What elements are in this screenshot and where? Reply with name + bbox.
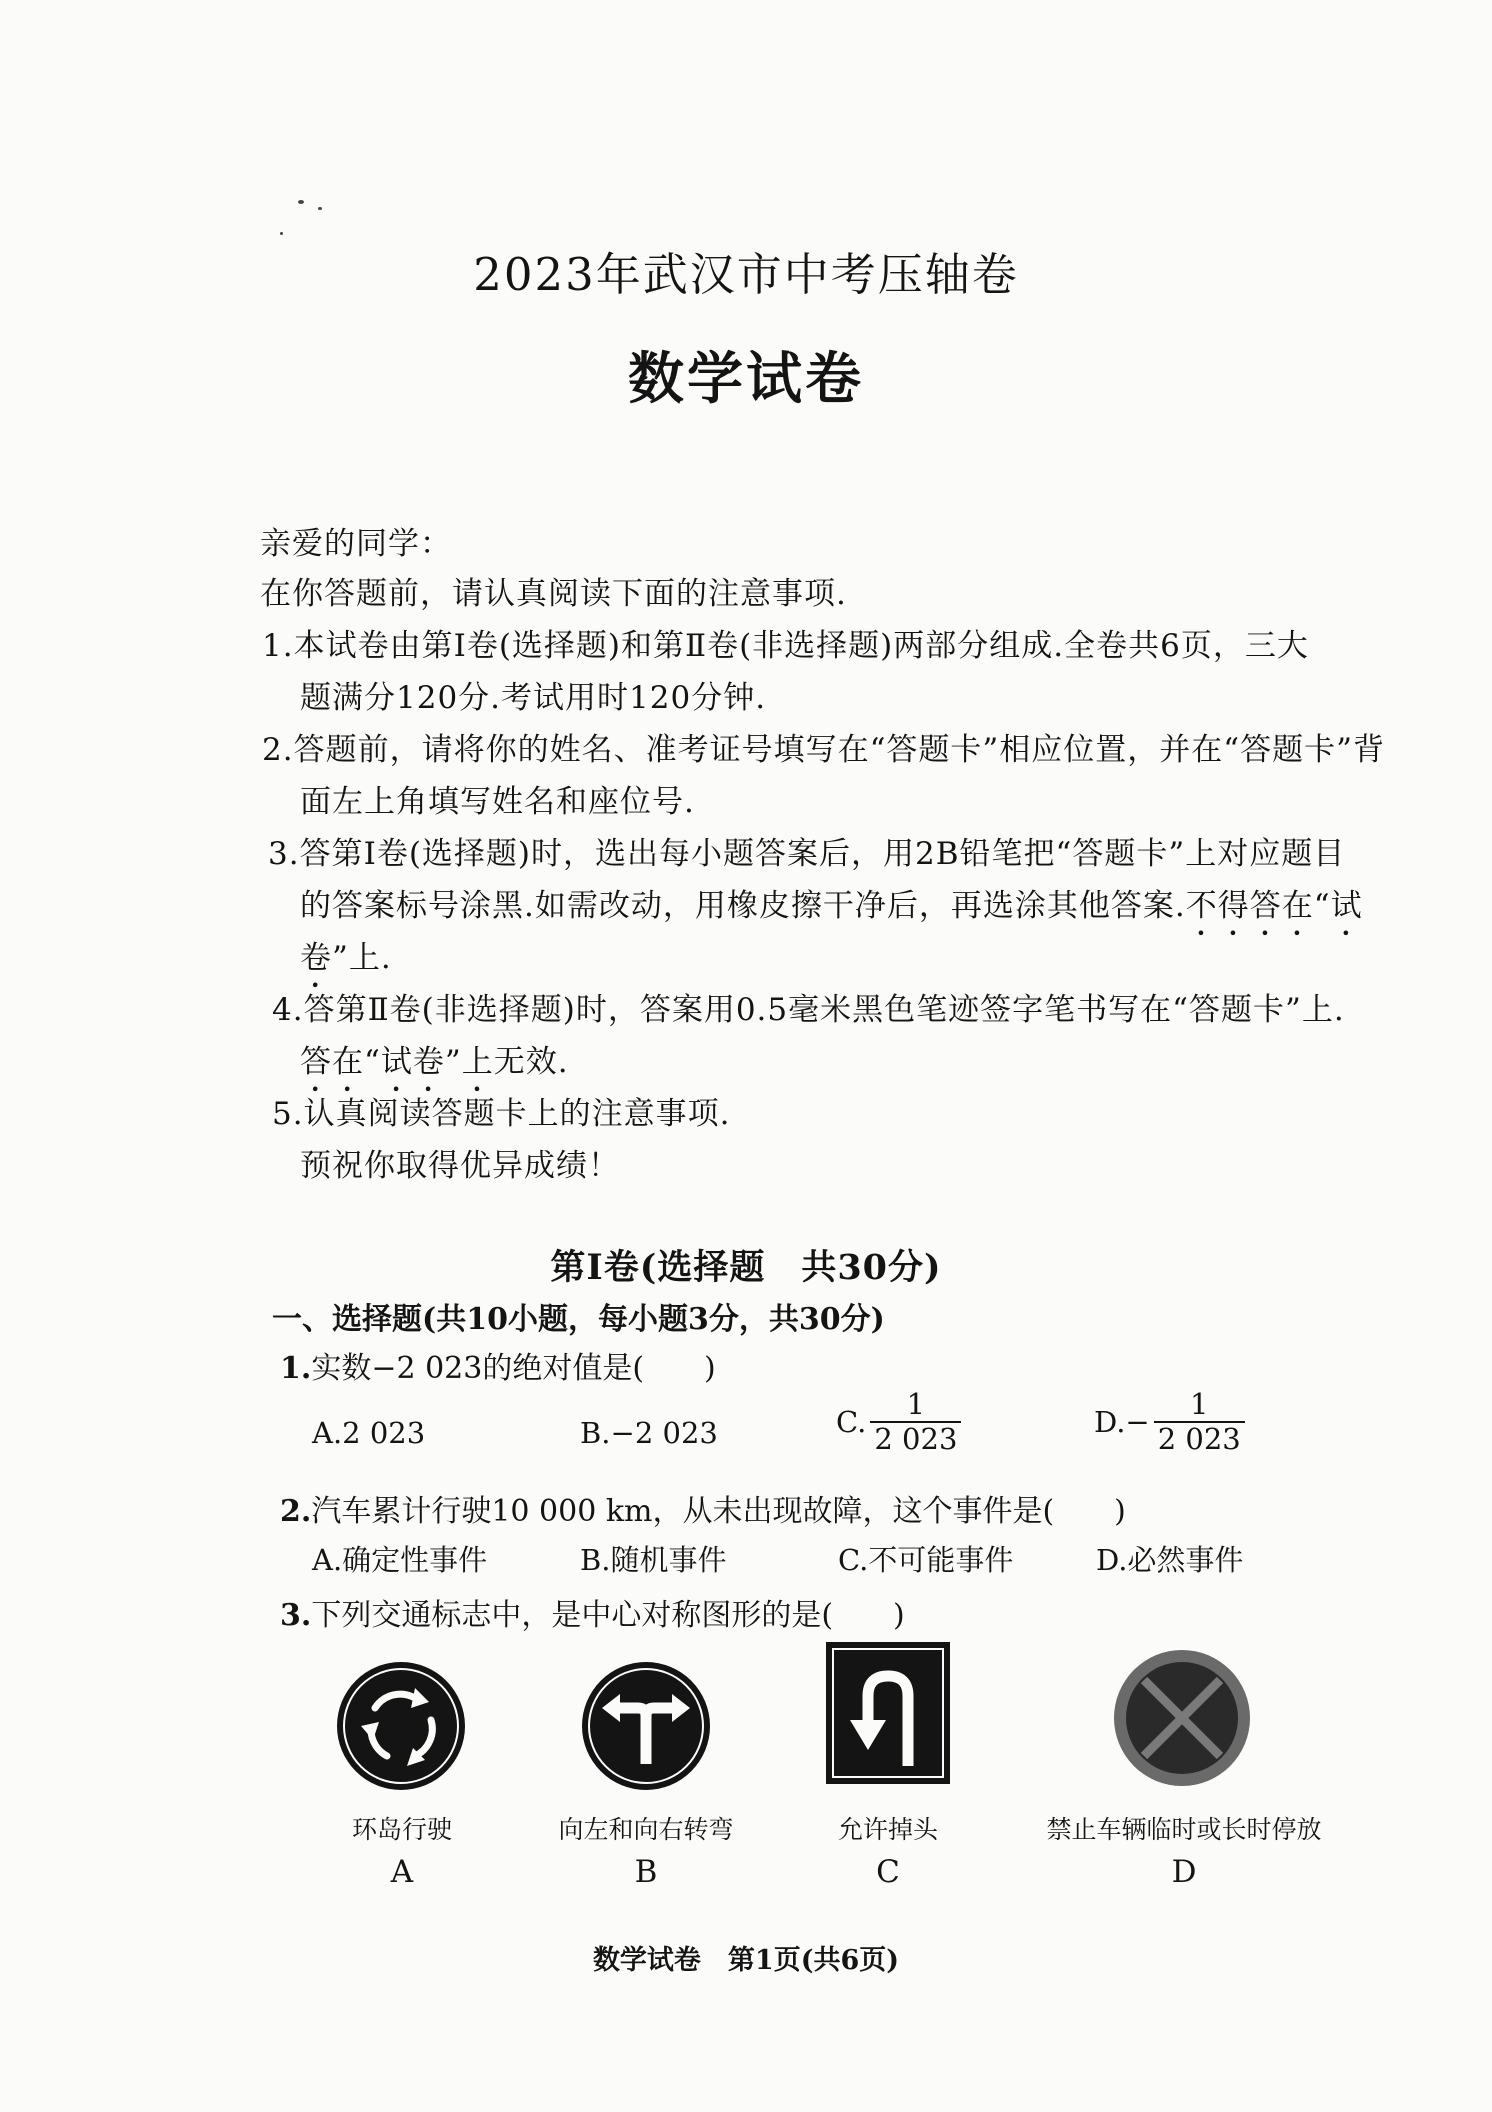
fraction-numerator: 1 [906, 1387, 926, 1421]
question-1-option-c-prefix: C. [836, 1405, 867, 1440]
question-2 [280, 1486, 1126, 1530]
question-2-option-c: C.不可能事件 [838, 1543, 1014, 1577]
question-2-number: 2. [280, 1494, 312, 1529]
roundabout-sign-icon [335, 1660, 467, 1792]
sign-d-letter: D [1171, 1854, 1197, 1890]
scan-speck [298, 200, 304, 204]
question-1-option-c-fraction [870, 1388, 961, 1457]
sign-a-letter: A [390, 1854, 414, 1890]
notice-item-1-line-2: 题满分120分.考试用时120分钟. [300, 680, 767, 716]
question-2-stem: 汽车累计行驶10 000 km，从未出现故障，这个事件是( ) [311, 1494, 1126, 1529]
question-1-option-d [1094, 1388, 1245, 1457]
sign-c-letter: C [876, 1854, 900, 1890]
exam-title: 2023年武汉市中考压轴卷 [473, 248, 1019, 301]
scan-speck [318, 207, 322, 210]
question-2-option-d: D.必然事件 [1096, 1543, 1244, 1577]
sign-b-caption: 向左和向右转弯 [558, 1815, 734, 1844]
part-heading: 一、选择题(共10小题，每小题3分，共30分) [272, 1302, 885, 1337]
question-1-option-d-prefix: D.− [1094, 1405, 1150, 1440]
question-3-stem: 下列交通标志中，是中心对称图形的是( ) [311, 1598, 905, 1633]
notice-item-3-line-3-plain: ”上. [332, 940, 392, 976]
sign-d-caption: 禁止车辆临时或长时停放 [1046, 1815, 1322, 1844]
question-1-number: 1. [280, 1351, 312, 1386]
fraction-numerator: 1 [1190, 1387, 1209, 1421]
fraction-denominator: 2 023 [1154, 1421, 1245, 1456]
notice-item-4-line-2-plain: 无效. [493, 1044, 569, 1080]
section-title: 第Ⅰ卷(选择题 共30分) [550, 1247, 942, 1288]
question-3-number: 3. [280, 1598, 312, 1633]
notice-item-3-line-2-emphasis: 不得答在“试 [1185, 888, 1363, 924]
exam-subtitle: 数学试卷 [628, 346, 864, 412]
notice-item-3-line-1: 3.答第Ⅰ卷(选择题)时，选出每小题答案后，用2B铅笔把“答题卡”上对应题目 [268, 836, 1346, 872]
notice-closing: 预祝你取得优异成绩！ [300, 1148, 620, 1184]
question-1-stem: 实数−2 023的绝对值是( ) [311, 1351, 716, 1386]
scan-speck [280, 232, 283, 235]
notice-item-3-line-2 [300, 880, 1363, 943]
notice-item-5: 5.认真阅读答题卡上的注意事项. [272, 1096, 731, 1132]
question-1-option-b: B.−2 023 [580, 1416, 718, 1450]
question-1-option-d-fraction [1154, 1388, 1245, 1457]
notice-item-3-line-3-emphasis: 卷 [300, 940, 332, 976]
page-footer: 数学试卷 第1页(共6页) [592, 1945, 900, 1976]
question-3 [280, 1590, 905, 1634]
question-2-option-a: A.确定性事件 [312, 1543, 488, 1577]
notice-greeting: 亲爱的同学： [260, 526, 452, 562]
notice-item-1-line-1: 1.本试卷由第Ⅰ卷(选择题)和第Ⅱ卷(非选择题)两部分组成.全卷共6页，三大 [262, 628, 1309, 664]
fraction-denominator: 2 023 [870, 1421, 961, 1456]
notice-item-2-line-2: 面左上角填写姓名和座位号. [300, 784, 695, 820]
notice-intro: 在你答题前，请认真阅读下面的注意事项. [260, 576, 847, 612]
notice-item-3-line-2-plain: 的答案标号涂黑.如需改动，用橡皮擦干净后，再选涂其他答案. [300, 888, 1186, 924]
notice-item-4-line-1: 4.答第Ⅱ卷(非选择题)时，答案用0.5毫米黑色笔迹签字笔书写在“答题卡”上. [272, 992, 1345, 1028]
no-parking-sign-icon [1112, 1648, 1252, 1788]
sign-a-caption: 环岛行驶 [351, 1815, 452, 1844]
sign-c-caption: 允许掉头 [837, 1815, 938, 1844]
notice-item-2-line-1: 2.答题前，请将你的姓名、准考证号填写在“答题卡”相应位置，并在“答题卡”背 [262, 732, 1385, 768]
u-turn-sign-icon [824, 1640, 952, 1786]
question-1-option-a: A.2 023 [312, 1416, 426, 1450]
notice-item-4-line-2-emphasis: 答在“试卷”上 [300, 1044, 494, 1080]
question-1-option-c [836, 1388, 961, 1457]
sign-b-letter: B [634, 1854, 658, 1890]
question-1 [280, 1343, 716, 1387]
left-right-turn-sign-icon [580, 1660, 712, 1792]
question-2-option-b: B.随机事件 [580, 1543, 727, 1577]
